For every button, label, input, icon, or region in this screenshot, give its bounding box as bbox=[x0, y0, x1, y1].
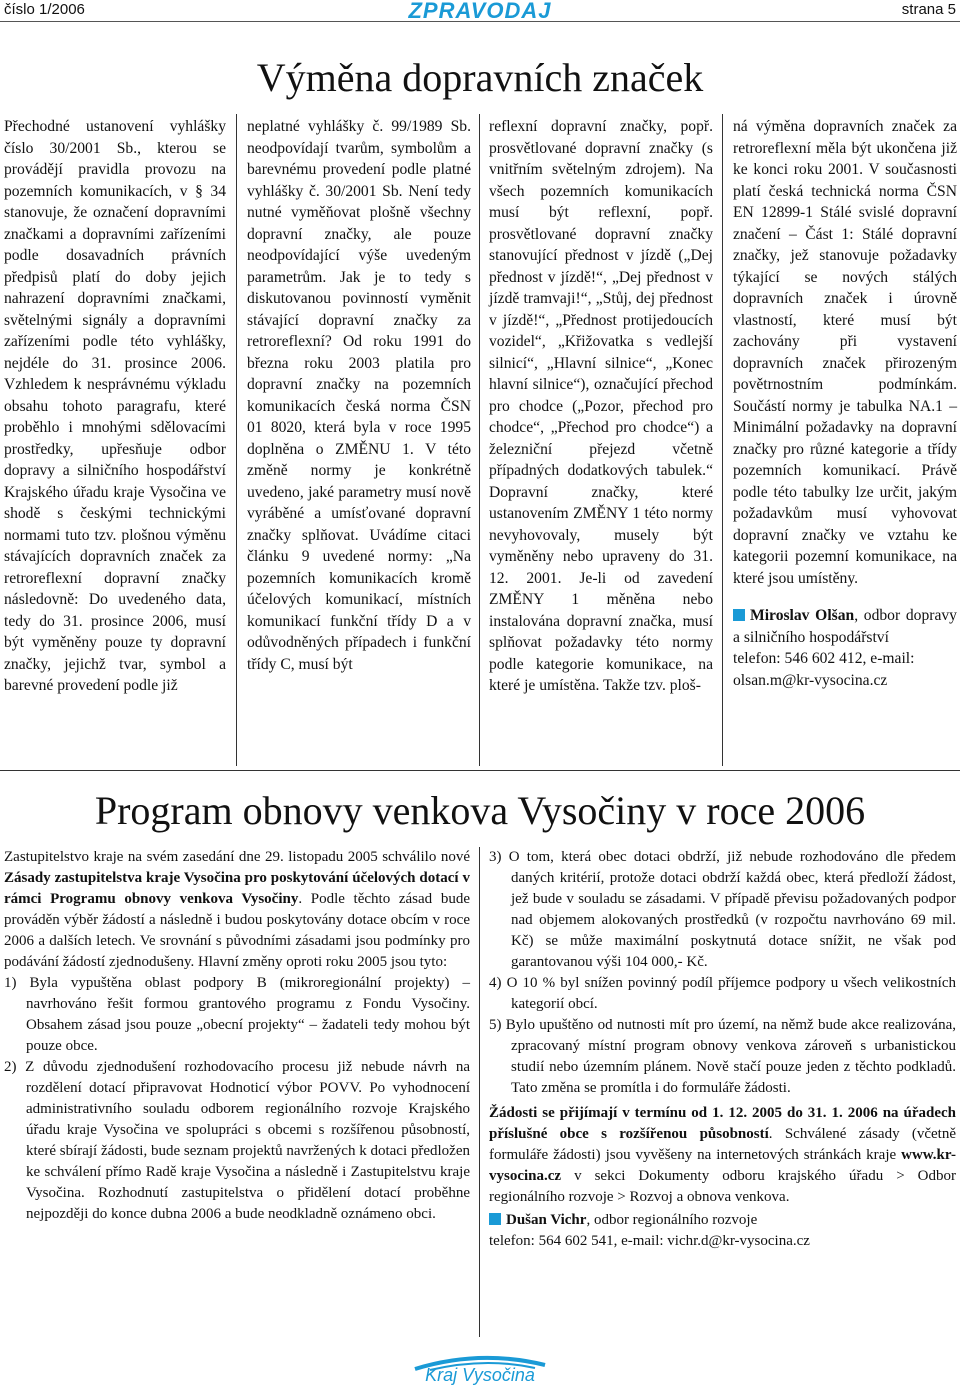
article2-author bbox=[489, 1210, 956, 1231]
article2-deadline-text-cont: v sekci Dokumenty odboru krajského úřadu > Odbor regionálního rozvoje > Rozvoj a obnova venkova. bbox=[489, 1168, 956, 1205]
page-number: strana 5 bbox=[901, 1, 956, 18]
article1-col4-text: ná výměna dopravních značek za retroreflexní měla být ukončena již ke konci roku 2001. V současnosti platí česká technická norma ČSN EN 12899-1 Stálé svislé dopravní značení – Část 1: Stálé dopravní značky, jež stanovuje požadavky týkající se nových stálých dopravních značek i úrovně vlastností, které musí být zachovány při vystavení dopravních značek přirozeným povětrnostním podmínkám. Součástí normy je tabulka NA.1 – Minimální požadavky na dopravní značky pro různé kategorie a třídy pozemních komunikací. Právě podle této tabulky lze určit, jakým požadavkům musí vyhovovat dopravní značky ve vztahu ke kategorii pozemní komunikace, na které jsou umístěny. bbox=[733, 118, 957, 587]
article2-intro-bold: Zásady zastupitelstva kraje Vysočina pro poskytování účelových dotací v rámci Programu obnovy venkova Vysočiny bbox=[4, 870, 470, 907]
article2-column-1 bbox=[4, 847, 470, 1225]
article2-author-role: , odbor regionálního rozvoje bbox=[586, 1212, 758, 1228]
article1-column-2 bbox=[247, 116, 471, 675]
article2-item-3: 3) O tom, která obec dotaci obdrží, již nebude rozhodováno dle předem daných kritérií, protože dotaci obdrží každá obec, která předloží žádost, jež bude v souladu se zásadami. V případě převisu požadovaných podpor nad objemem alokovaných prostředků (v rozpočtu navrhováno 69 mil. Kč) se může maximální poskytnutá dotace snížit, ne však pod garantovanou výši 104 000,- Kč. bbox=[489, 849, 956, 970]
article-divider bbox=[0, 770, 960, 771]
article2-author-contact: telefon: 564 602 541, e-mail: vichr.d@kr-vysocina.cz bbox=[489, 1233, 810, 1249]
article1-col3-text: reflexní dopravní značky, popř. prosvětlované dopravní značky (s vnitřním světelným zdrojem). Na všech pozemních komunikacích musí být reflexní, popř. prosvětlované dopravní značky stanovující přednost v jízdě („Dej přednost v jízdě!“, „Dej přednost v jízdě tramvaji!“, „Stůj, dej přednost v jízdě!“, „Přednost protijedoucích vozidel“, „Křižovatka s vedlejší silnicí“, „Hlavní silnice“, „Konec hlavní silnice“), označující přechod pro chodce („Pozor, přechod pro chodce“, „Přechod pro chodce“) a železniční přejezd včetně případných dodatkových tabulek.“ Dopravní značky, které ustanovením ZMĚNY 1 této normy nevyhovovaly, musely být vyměněny nebo upraveny do 31. 12. 2001. Je-li od zavedení ZMĚNY 1 měněna nebo instalována dopravní značka, musí splňovat požadavky této normy podle kategorie komunikace, na které je umístěna. Takže tzv. ploš- bbox=[489, 118, 713, 694]
article2-item-2: 2) Z důvodu zjednodušení rozhodovacího procesu již nebude návrh na rozdělení dotací připravovat Hodnoticí výbor POVV. Po vyhodnocení administrativního souladu odborem regionálního rozvoje Krajského úřadu kraje Vysočina ve spolupráci s obcemi s rozšířenou působností, které sbírají žádosti, bude seznam projektů navržených k dotaci předložen ke schválení přímo Radě kraje Vysočina a následně i Zastupitelstvu kraje Vysočina. Rozhodnutí zastupitelstva o přidělení dotací proběhne nejpozději do konce dubna 2006 a bude neodkladně oznámeno obci. bbox=[4, 1059, 470, 1222]
article2-intro bbox=[4, 847, 470, 973]
article1-column-3 bbox=[489, 116, 713, 697]
column-divider bbox=[236, 114, 237, 766]
article2-author-name: Dušan Vichr bbox=[506, 1212, 587, 1228]
footer-logo bbox=[0, 1355, 960, 1385]
page-header bbox=[0, 0, 960, 22]
header-divider bbox=[0, 21, 960, 22]
article2-column-2 bbox=[489, 847, 956, 1252]
article2-website-link[interactable]: www.kr-vysocina.cz bbox=[489, 1147, 956, 1184]
article2-title: Program obnovy venkova Vysočiny v roce 2006 bbox=[94, 788, 866, 833]
square-bullet-icon bbox=[733, 609, 745, 621]
article2-deadline bbox=[489, 1103, 956, 1208]
article2-intro-text-cont: . Podle těchto zásad bude prováděn výběr žádostí a následně i budou poskytovány dotace obcím v roce 2006 a dalších letech. Ve srovnání s původními zásadami jsou podmínky pro podávání žádostí zjednodušeny. Hlavní změny oproti roku 2005 jsou tyto: bbox=[4, 891, 470, 970]
column-divider bbox=[479, 114, 480, 766]
article1-column-4 bbox=[733, 116, 957, 691]
article2-deadline-bold: Žádosti se přijímají v termínu od 1. 12. 2005 do 31. 1. 2006 na úřadech příslušné obce s rozšířenou působností bbox=[489, 1105, 956, 1142]
article1-title: Výměna dopravních značek bbox=[256, 55, 704, 100]
article2-deadline-text: . Schválené zásady (včetně formuláře žádosti) jsou vyvěšeny na internetových stránkách kraje bbox=[489, 1126, 956, 1163]
issue-number: číslo 1/2006 bbox=[4, 1, 85, 18]
article1-col1-text: Přechodné ustanovení vyhlášky číslo 30/2001 Sb., kterou se provádějí pravidla provozu na pozemních komunikacích, v § 34 stanovuje, že označení dopravními značkami a dopravními zařízeními podle dosavadních právních předpisů platí do doby jejich nahrazení dopravními značkami, světelnými signály a dopravními zařízeními podle této vyhlášky, nejdéle do 31. prosince 2006. Vzhledem k nesprávnému výkladu obsahu tohoto paragrafu, které proběhlo i mnohými sdělovacími prostředky, upřesňuje odbor dopravy a silničního hospodářství Krajského úřadu kraje Vysočina ve shodě s českými technickými normami tuto tzv. plošnou výměnu stávajících dopravních značek za retroreflexní dopravní značky následovně: Do uvedeného data, tedy do 31. prosince 2006, musí být vyměněny pouze ty dopravní značky, jejichž tvar, symbol a barevné provedení podle již bbox=[4, 118, 226, 694]
square-bullet-icon bbox=[489, 1213, 501, 1225]
article2-item-5: 5) Bylo upuštěno od nutnosti mít pro území, na němž bude akce realizována, zpracovaný místní program obnovy venkova zároveň s urbanistickou studií nebo územním plánem. Nově stačí pouze jeden z těchto podkladů. Tato změna se promítla i do formuláře žádosti. bbox=[489, 1017, 956, 1096]
article2-item-1: 1) Byla vypuštěna oblast podpory B (mikroregionální projekty) – navrhováno řešit formou grantového programu z Fondu Vysočiny. Obsahem zásad jsou pouze „obecní projekty“ – žadateli tedy mohou být pouze obce. bbox=[4, 975, 470, 1054]
article2-item-4: 4) O 10 % byl snížen povinný podíl příjemce podpory u všech velikostních kategorií obcí. bbox=[489, 975, 956, 1012]
column-divider bbox=[722, 114, 723, 766]
article1-col2-text: neplatné vyhlášky č. 99/1989 Sb. neodpovídají tvarům, symbolům a barevnému provedení podle platné vyhlášky č. 30/2001 Sb. Není tedy nutné vyměňovat plošně všechny dopravní značky, ale pouze neodpovídající výše uvedeným parametrům. Jak je to tedy s diskutovanou povinností vyměnit stávající dopravní značky za retroreflexní? Od roku 1991 do března roku 2003 platila pro dopravní značky na pozemních komunikacích česká norma ČSN 01 8020, která byla v roce 1995 doplněna o ZMĚNU 1. V této změně normy je konkrétně uvedeno, jaké parametry musí nově vyráběné a umísťované dopravní značky splňovat. Uvádíme citaci článku 9 uvedené normy: „Na pozemních komunikacích kromě účelových komunikací, místních komunikací funkční třídy D a v odůvodněných případech i funkční třídy C, musí být bbox=[247, 118, 471, 673]
article1-author-role: , odbor dopravy a silničního hospodářství bbox=[733, 607, 957, 646]
brand-title: ZPRAVODAJ bbox=[408, 0, 552, 23]
article1-author-name: Miroslav Olšan bbox=[750, 607, 855, 624]
article1-author bbox=[733, 605, 957, 648]
article2-intro-text: Zastupitelstvo kraje na svém zasedání dne 29. listopadu 2005 schválilo nové bbox=[4, 849, 470, 865]
logo-text: Kraj Vysočina bbox=[425, 1365, 535, 1385]
article1-column-1 bbox=[4, 116, 226, 697]
column-divider bbox=[479, 847, 480, 1337]
article1-author-contact: telefon: 546 602 412, e-mail: olsan.m@kr-vysocina.cz bbox=[733, 650, 915, 689]
